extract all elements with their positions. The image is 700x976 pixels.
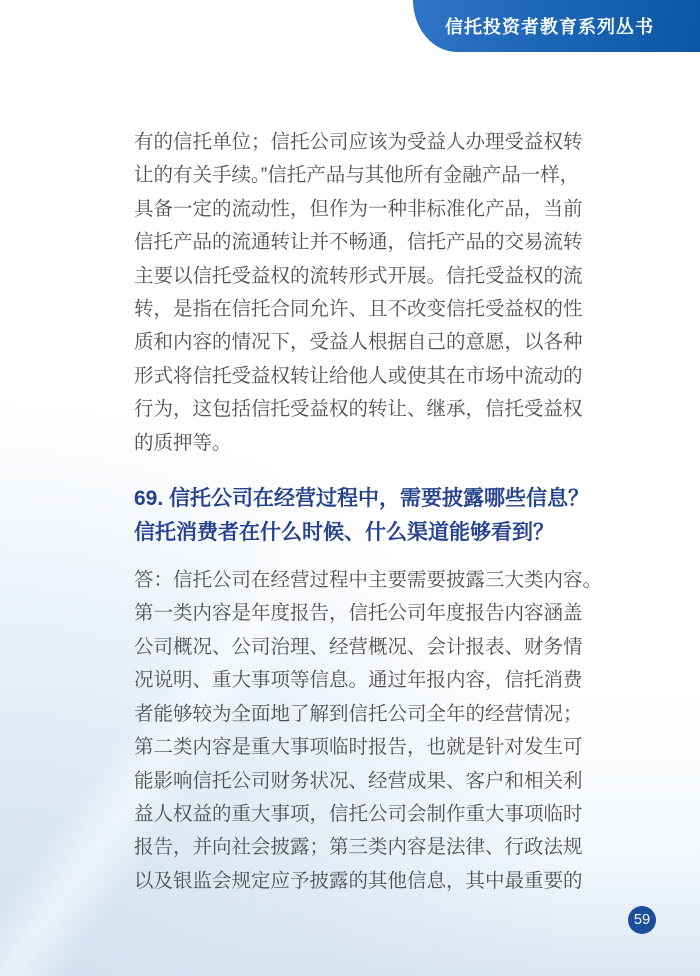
text-line: 以及银监会规定应予披露的其他信息，其中最重要的 [134, 869, 583, 892]
text-line: 转，是指在信托合同允许、且不改变信托受益权的性 [134, 298, 583, 321]
body-paragraph-2 [134, 564, 612, 898]
text-line: 行为，这包括信托受益权的转让、继承，信托受益权 [134, 398, 583, 421]
text-line: 有的信托单位；信托公司应该为受益人办理受益权转 [134, 131, 583, 153]
text-line: 答：信托公司在经营过程中主要需要披露三大类内容。 [134, 569, 603, 592]
text-line: 具备一定的流动性，但作为一种非标准化产品，当前 [134, 197, 583, 220]
body-paragraph-1 [134, 126, 612, 460]
text-line: 第一类内容是年度报告，信托公司年度报告内容涵盖 [134, 602, 583, 625]
page-number-badge [628, 906, 656, 934]
text-line: 者能够较为全面地了解到信托公司全年的经营情况； [134, 702, 583, 725]
text-line: 信托消费者在什么时候、什么渠道能够看到？ [134, 520, 554, 544]
text-line: 报告，并向社会披露；第三类内容是法律、行政法规 [134, 836, 583, 859]
text-line: 能影响信托公司财务状况、经营成果、客户和相关利 [134, 769, 583, 792]
header-banner [413, 0, 700, 52]
text-line: 况说明、重大事项等信息。通过年报内容，信托消费 [134, 669, 583, 692]
text-line: 的质押等。 [134, 431, 232, 454]
question-heading [134, 482, 612, 549]
page-number: 59 [633, 912, 651, 928]
text-line: 公司概况、公司治理、经营概况、会计报表、财务情 [134, 635, 583, 658]
text-line: 第二类内容是重大事项临时报告，也就是针对发生可 [134, 736, 583, 759]
series-title: 信托投资者教育系列丛书 [445, 17, 654, 37]
text-line: 形式将信托受益权转让给他人或使其在市场中流动的 [134, 364, 583, 387]
text-line: 让的有关手续。”信托产品与其他所有金融产品一样， [134, 164, 580, 187]
text-line: 质和内容的情况下，受益人根据自己的意愿，以各种 [134, 331, 583, 354]
text-line: 信托产品的流通转让并不畅通，信托产品的交易流转 [134, 231, 583, 254]
text-line: 69. 信托公司在经营过程中，需要披露哪些信息？ [134, 487, 590, 511]
page-content [134, 126, 612, 898]
text-line: 益人权益的重大事项，信托公司会制作重大事项临时 [134, 802, 583, 825]
text-line: 主要以信托受益权的流转形式开展。信托受益权的流 [134, 264, 583, 287]
